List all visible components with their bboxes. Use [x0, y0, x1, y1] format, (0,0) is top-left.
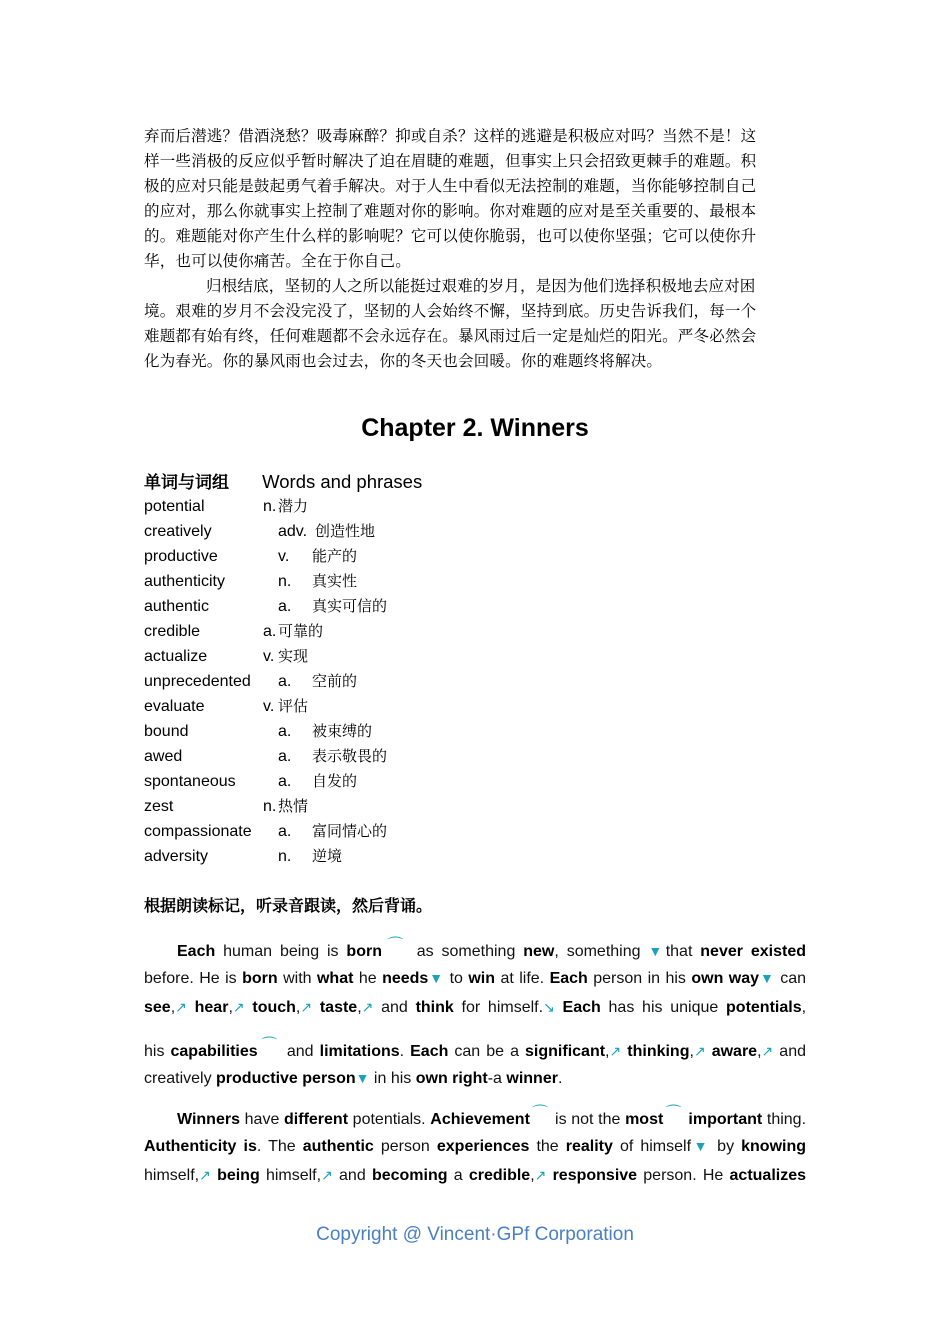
- reading-text: is not the: [550, 1111, 626, 1128]
- reading-line: [144, 1130, 806, 1162]
- reading-text: person: [373, 1138, 437, 1155]
- reading-text: -a: [487, 1070, 507, 1087]
- reading-text: can be a: [448, 1043, 526, 1060]
- vocab-pos: n.: [263, 498, 277, 515]
- stressed-word: born: [346, 943, 382, 960]
- link-arc-icon: ⌒: [665, 1105, 682, 1122]
- vocab-heading: [144, 468, 806, 496]
- stressed-word: experiences: [436, 1138, 530, 1155]
- vocab-pos: a.: [263, 623, 277, 640]
- stressed-word: own right: [415, 1070, 488, 1087]
- vocab-item: [144, 844, 806, 869]
- stressed-word: reality: [565, 1138, 613, 1155]
- vocab-meaning: 热情: [278, 797, 309, 815]
- reading-text: ,: [170, 999, 176, 1016]
- vocab-item: [144, 619, 806, 644]
- stressed-word: Each: [177, 943, 216, 960]
- reading-text: person in his: [587, 970, 692, 987]
- vocab-word: awed: [144, 748, 183, 765]
- vocab-meaning: 真实性: [312, 572, 358, 590]
- vocab-item: [144, 594, 806, 619]
- stressed-word: born: [242, 970, 278, 987]
- vocab-word: spontaneous: [144, 773, 236, 790]
- stressed-word: significant: [525, 1043, 606, 1060]
- vocab-meaning: 被束缚的: [312, 722, 373, 740]
- stressed-word: what: [316, 970, 354, 987]
- cn-line: 的。难题能对你产生什么样的影响呢？它可以使你脆弱，也可以使你坚强；它可以使你升: [144, 227, 757, 245]
- reading-text: has his unique: [600, 999, 727, 1016]
- vocab-item: [144, 769, 806, 794]
- chinese-paragraph-2: [144, 274, 806, 374]
- vocab-pos: n.: [263, 798, 277, 815]
- rising-arrow-icon: ↗: [321, 1167, 333, 1183]
- reading-text: that: [665, 943, 701, 960]
- vocab-meaning: 能产的: [312, 547, 358, 565]
- cn-line: 境。艰难的岁月不会没完没了，坚韧的人会始终不懈，坚持到底。历史告诉我们，每一个: [144, 302, 757, 320]
- reading-text: .: [399, 1043, 411, 1060]
- vocab-word: adversity: [144, 848, 209, 865]
- reading-text: ,: [757, 1043, 762, 1060]
- vocab-word: actualize: [144, 648, 208, 665]
- stressed-word: thinking: [621, 1043, 690, 1060]
- rising-arrow-icon: ↗: [534, 1167, 547, 1183]
- reading-text: with: [277, 970, 317, 987]
- stressed-word: limitations: [319, 1043, 400, 1060]
- reading-text: have: [239, 1111, 285, 1128]
- vocab-pos: n.: [278, 573, 292, 590]
- vocab-item: [144, 794, 806, 819]
- vocab-pos: a.: [278, 598, 292, 615]
- cn-line: 华，也可以使你痛苦。全在于你自己。: [144, 252, 411, 270]
- stressed-word: win: [468, 970, 496, 987]
- stressed-word: Each: [549, 970, 588, 987]
- cn-line: 样一些消极的反应似乎暂时解决了迫在眉睫的难题，但事实上只会招致更棘手的难题。积: [144, 152, 757, 170]
- cn-line: 难题都有始有终，任何难题都不会永远存在。暴风雨过后一定是灿烂的阳光。严冬必然会: [144, 327, 757, 345]
- reading-text: ,: [801, 999, 807, 1016]
- falling-arrow-icon: ↘: [543, 999, 555, 1015]
- rising-arrow-icon: ↗: [232, 999, 245, 1015]
- cn-line: 极的应对只能是鼓起勇气着手解决。对于人生中看似无法控制的难题，当你能够控制自己: [144, 177, 757, 195]
- reading-text: himself,: [259, 1167, 322, 1184]
- stressed-word: most: [625, 1111, 664, 1128]
- vocab-word: zest: [144, 798, 174, 815]
- vocab-word: productive: [144, 548, 218, 565]
- vocab-pos: v.: [278, 548, 290, 565]
- reading-text: , something: [554, 943, 649, 960]
- reading-line: [144, 1062, 806, 1094]
- rising-arrow-icon: ↗: [609, 1043, 622, 1059]
- rising-arrow-icon: ↗: [300, 999, 313, 1015]
- vocab-word: creatively: [144, 523, 212, 540]
- stressed-word: potentials: [726, 999, 802, 1016]
- reading-text: and: [773, 1043, 806, 1060]
- stressed-word: Each: [410, 1043, 449, 1060]
- pause-triangle-icon: ▼: [648, 943, 666, 959]
- reading-text: can: [774, 970, 807, 987]
- vocab-pos: a.: [278, 673, 292, 690]
- stressed-word: needs: [382, 970, 429, 987]
- stressed-word: touch: [244, 999, 296, 1016]
- vocab-meaning: 表示敬畏的: [312, 747, 388, 765]
- vocab-pos: v.: [263, 648, 275, 665]
- cn-line: 化为春光。你的暴风雨也会过去，你的冬天也会回暖。你的难题终将解决。: [144, 352, 663, 370]
- stressed-word: knowing: [741, 1138, 807, 1155]
- reading-text: ,: [228, 999, 233, 1016]
- reading-text: ,: [689, 1043, 694, 1060]
- reading-paragraph-2: [144, 1098, 806, 1188]
- stressed-word: new: [523, 943, 555, 960]
- vocab-item: [144, 544, 806, 569]
- reading-paragraph-1: [144, 930, 806, 1094]
- vocab-pos: a.: [278, 748, 292, 765]
- reading-line: [144, 1020, 806, 1062]
- link-arc-icon: ⌒: [259, 1037, 279, 1054]
- rising-arrow-icon: ↗: [199, 1167, 211, 1183]
- cn-line: 的应对，那么你就事实上控制了难题对你的影响。你对难题的应对是至关重要的、最根本: [144, 202, 757, 220]
- stressed-word: Each: [554, 999, 601, 1016]
- rising-arrow-icon: ↗: [361, 999, 374, 1015]
- reading-line: [144, 930, 806, 962]
- chapter-title: Chapter 2. Winners: [361, 414, 589, 442]
- vocab-item: [144, 694, 806, 719]
- stressed-word: never existed: [700, 943, 807, 960]
- reading-text: human being is: [215, 943, 347, 960]
- vocab-pos: n.: [278, 848, 292, 865]
- reading-text: and: [280, 1043, 320, 1060]
- vocab-word: compassionate: [144, 823, 252, 840]
- vocab-meaning: 潜力: [278, 497, 309, 515]
- reading-text: . The: [256, 1138, 303, 1155]
- reading-text: in his: [369, 1070, 416, 1087]
- stressed-word: actualizes: [729, 1167, 807, 1184]
- vocab-word: unprecedented: [144, 673, 251, 690]
- chinese-paragraph-1: [144, 124, 806, 274]
- pause-triangle-icon: ▼: [355, 1070, 370, 1086]
- reading-text: and: [332, 1167, 372, 1184]
- vocab-meaning: 可靠的: [278, 622, 324, 640]
- reading-text: person. He: [637, 1167, 730, 1184]
- vocab-item: [144, 719, 806, 744]
- vocab-heading-zh: 单词与词组: [144, 473, 229, 493]
- vocab-word: authenticity: [144, 573, 225, 590]
- vocab-meaning: 实现: [278, 647, 309, 665]
- vocab-meaning: 评估: [278, 697, 309, 715]
- link-arc-icon: ⌒: [383, 937, 407, 954]
- vocab-pos: a.: [278, 723, 292, 740]
- stressed-word: responsive: [546, 1167, 638, 1184]
- reading-text: ,: [530, 1167, 535, 1184]
- reading-text: ,: [295, 999, 301, 1016]
- reading-text: for himself.: [453, 999, 544, 1016]
- rising-arrow-icon: ↗: [761, 1043, 774, 1059]
- stressed-word: Achievement: [430, 1111, 530, 1128]
- vocab-word: bound: [144, 723, 189, 740]
- stressed-word: important: [683, 1111, 763, 1128]
- reading-line: [144, 1162, 806, 1188]
- stressed-word: taste: [312, 999, 358, 1016]
- stressed-word: see: [144, 999, 171, 1016]
- vocab-meaning: 富同情心的: [312, 822, 388, 840]
- stressed-word: capabilities: [170, 1043, 258, 1060]
- pause-triangle-icon: ▼: [428, 970, 445, 986]
- vocab-item: [144, 569, 806, 594]
- stressed-word: Authenticity is: [144, 1138, 257, 1155]
- vocab-item: [144, 494, 806, 519]
- reading-text: he: [353, 970, 383, 987]
- stressed-word: authentic: [302, 1138, 374, 1155]
- reading-line: [144, 1098, 806, 1130]
- reading-instruction: 根据朗读标记，听录音跟读，然后背诵。: [144, 896, 433, 915]
- stressed-word: credible: [468, 1167, 531, 1184]
- reading-text: by: [710, 1138, 742, 1155]
- vocab-word: credible: [144, 623, 201, 640]
- reading-line: [144, 962, 806, 994]
- reading-text: before. He is: [144, 970, 243, 987]
- stressed-word: think: [415, 999, 454, 1016]
- vocab-list: [144, 494, 806, 869]
- stressed-word: being: [210, 1167, 260, 1184]
- vocab-item: [144, 819, 806, 844]
- vocab-pos: a.: [278, 773, 292, 790]
- vocab-item: [144, 669, 806, 694]
- vocab-meaning: 创造性地: [315, 522, 376, 540]
- reading-text: ,: [605, 1043, 610, 1060]
- cn-line: 弃而后潜逃？借酒浇愁？吸毒麻醉？抑或自杀？这样的逃避是积极应对吗？当然不是！这: [144, 127, 757, 145]
- vocab-meaning: 逆境: [312, 847, 343, 865]
- rising-arrow-icon: ↗: [175, 999, 187, 1015]
- pause-triangle-icon: ▼: [759, 970, 775, 986]
- stressed-word: different: [284, 1111, 349, 1128]
- vocab-pos: a.: [278, 823, 292, 840]
- reading-text: to: [444, 970, 469, 987]
- reading-text: at life.: [495, 970, 550, 987]
- reading-text: and: [373, 999, 416, 1016]
- stressed-word: becoming: [371, 1167, 448, 1184]
- stressed-word: Winners: [177, 1111, 240, 1128]
- cn-line: 归根结底，坚韧的人之所以能挺过艰难的岁月，是因为他们选择积极地去应对困: [206, 277, 756, 295]
- copyright-footer: Copyright @ Vincent·GPf Corporation: [316, 1224, 634, 1245]
- vocab-word: authentic: [144, 598, 209, 615]
- stressed-word: hear: [186, 999, 229, 1016]
- vocab-meaning: 空前的: [312, 672, 358, 690]
- page-body: [144, 124, 806, 1188]
- reading-text: creatively: [144, 1070, 217, 1087]
- reading-text: potentials.: [348, 1111, 431, 1128]
- reading-text: ,: [357, 999, 362, 1016]
- vocab-pos: adv.: [278, 523, 308, 540]
- vocab-meaning: 自发的: [312, 772, 358, 790]
- vocab-item: [144, 744, 806, 769]
- reading-text: a: [447, 1167, 469, 1184]
- pause-triangle-icon: ▼: [691, 1138, 711, 1154]
- rising-arrow-icon: ↗: [693, 1043, 706, 1059]
- stressed-word: own way: [691, 970, 760, 987]
- reading-text: his: [144, 1043, 171, 1060]
- vocab-word: potential: [144, 498, 205, 515]
- reading-text: himself,: [144, 1167, 200, 1184]
- reading-text: the: [529, 1138, 566, 1155]
- reading-text: thing.: [762, 1111, 807, 1128]
- vocab-meaning: 真实可信的: [312, 597, 388, 615]
- stressed-word: aware: [705, 1043, 758, 1060]
- reading-line: [144, 994, 806, 1020]
- reading-text: as something: [408, 943, 524, 960]
- link-arc-icon: ⌒: [531, 1105, 549, 1122]
- vocab-item: [144, 519, 806, 544]
- vocab-word: evaluate: [144, 698, 205, 715]
- vocab-pos: v.: [263, 698, 275, 715]
- stressed-word: winner: [506, 1070, 558, 1087]
- reading-text: of himself: [612, 1138, 692, 1155]
- reading-text: .: [557, 1070, 563, 1087]
- vocab-heading-en: Words and phrases: [262, 471, 423, 492]
- stressed-word: productive person: [216, 1070, 356, 1087]
- vocab-item: [144, 644, 806, 669]
